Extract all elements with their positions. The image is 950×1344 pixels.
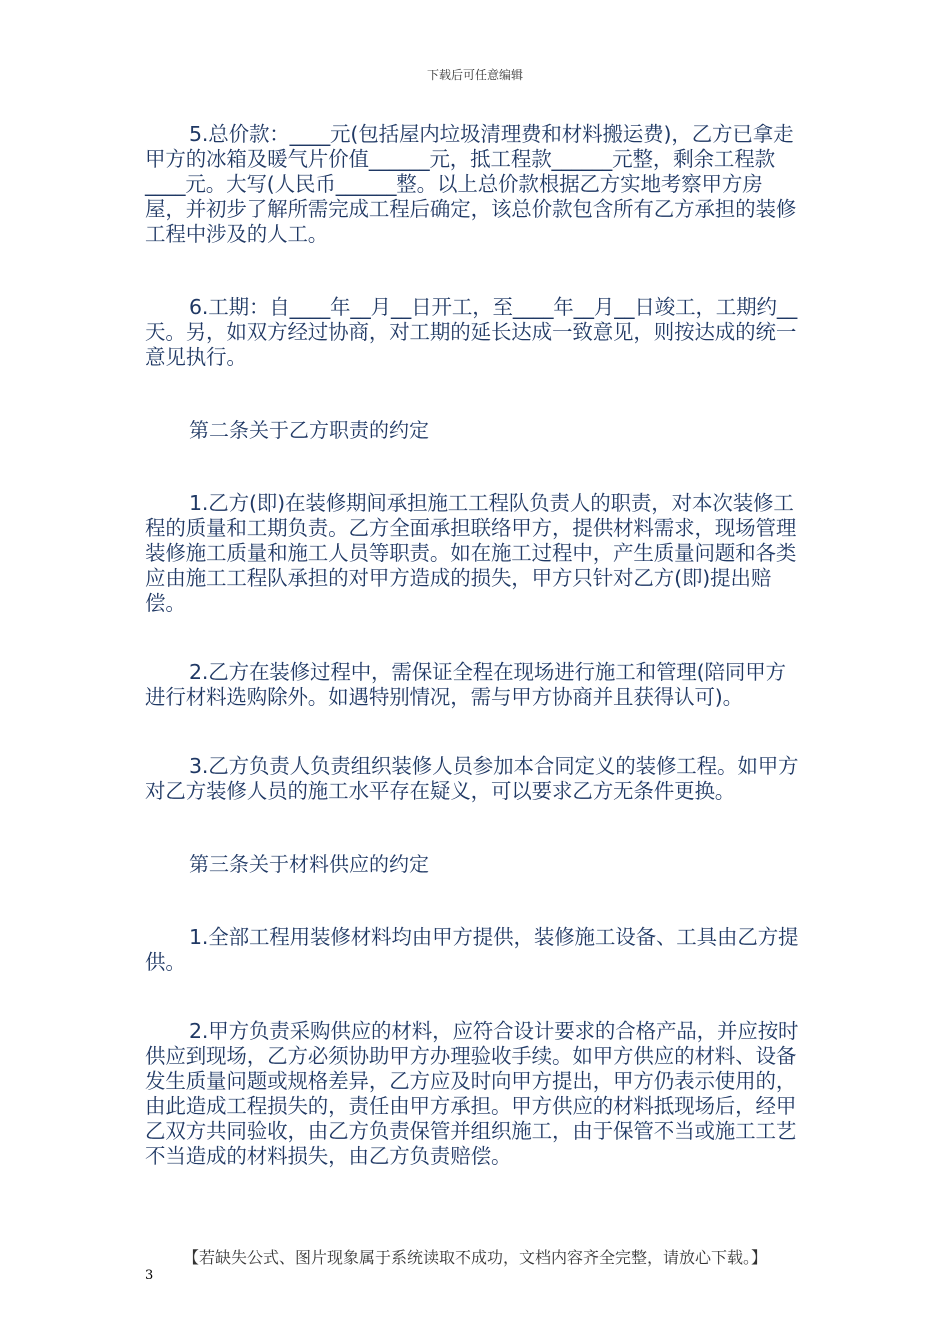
page-header: 下载后可任意编辑 xyxy=(426,68,523,82)
article-3-heading: 第三条关于材料供应的约定 xyxy=(189,852,429,876)
footer-notice: 【若缺失公式、图片现象属于系统读取不成功，文档内容齐全完整，请放心下载。】 xyxy=(182,1248,767,1267)
article-2-item-3: 3.乙方负责人负责组织装修人员参加本合同定义的装修工程。如甲方对乙方装修人员的施工水平存在疑义，可以要求乙方无条件更换。 xyxy=(145,754,799,803)
article-3-item-2: 2.甲方负责采购供应的材料，应符合设计要求的合格产品，并应按时供应到现场，乙方必须协助甲方办理验收手续。如甲方供应的材料、设备发生质量问题或规格差异，乙方应及时向甲方提出，甲方仍表示使用的，由此造成工程损失的，责任由甲方承担。甲方供应的材料抵现场后，经甲乙双方共同验收，由乙方负责保管并组织施工，由于保管不当或施工工艺不当造成的材料损失，由乙方负责赔偿。 xyxy=(145,1019,799,1168)
article-3-item-1: 1.全部工程用装修材料均由甲方提供，装修施工设备、工具由乙方提供。 xyxy=(145,925,799,974)
clause-6-duration: 6.工期：自____年__月__日开工，至____年__月__日竣工，工期约__天。另，如双方经过协商，对工期的延长达成一致意见，则按达成的统一意见执行。 xyxy=(145,295,798,369)
article-2-heading: 第二条关于乙方职责的约定 xyxy=(189,418,429,442)
article-2-item-2: 2.乙方在装修过程中，需保证全程在现场进行施工和管理(陪同甲方进行材料选购除外。如遇特别情况，需与甲方协商并且获得认可)。 xyxy=(145,660,786,709)
clause-5-total-price: 5.总价款：____元(包括屋内垃圾清理费和材料搬运费)，乙方已拿走甲方的冰箱及暖气片价值______元，抵工程款______元整，剩余工程款____元。大写(人民币______整。以上总价款根据乙方实地考察甲方房屋，并初步了解所需完成工程后确定，该总价款包含所有乙方承担的装修工程中涉及的人工。 xyxy=(145,122,797,246)
document-body xyxy=(145,122,801,1169)
page-number: 3 xyxy=(145,1268,154,1283)
article-2-item-1: 1.乙方(即)在装修期间承担施工工程队负责人的职责，对本次装修工程的质量和工期负责。乙方全面承担联络甲方，提供材料需求，现场管理装修施工质量和施工人员等职责。如在施工过程中，产生质量问题和各类应由施工工程队承担的对甲方造成的损失，甲方只针对乙方(即)提出赔偿。 xyxy=(145,491,797,615)
